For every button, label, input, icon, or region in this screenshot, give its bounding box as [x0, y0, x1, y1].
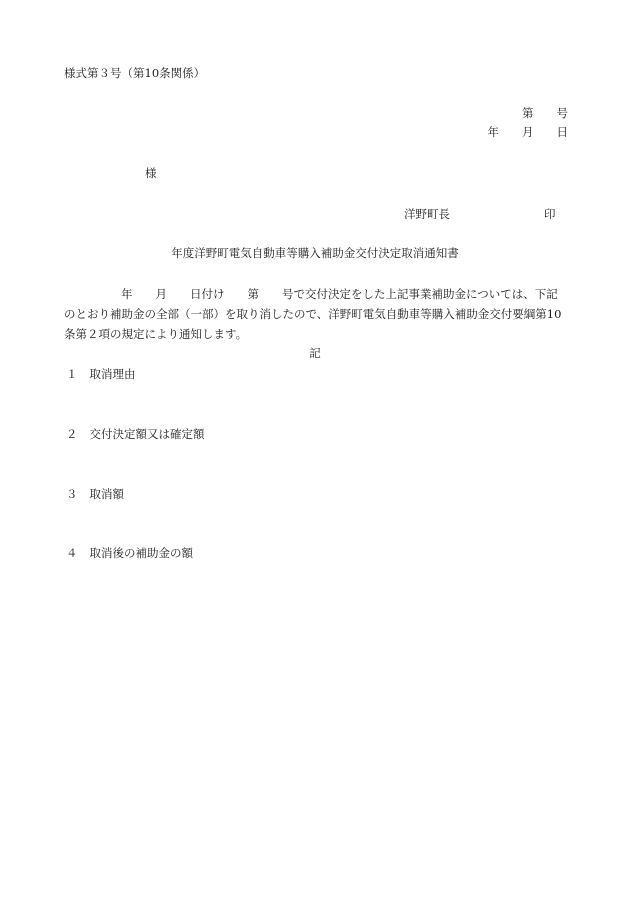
item-number: ４ [66, 546, 78, 560]
form-number: 様式第３号（第10条関係） [64, 66, 206, 80]
item-label: 取消理由 [89, 367, 136, 381]
item-number: ２ [66, 427, 78, 441]
body-year: 年 [121, 287, 133, 301]
item-2 [66, 427, 205, 441]
body-no: 第 [247, 287, 259, 301]
item-label: 交付決定額又は確定額 [89, 427, 205, 441]
document-title: 年度洋野町電気自動車等購入補助金交付決定取消通知書 [171, 246, 459, 260]
item-4 [66, 546, 193, 560]
item-1 [66, 367, 136, 381]
body-line-1-text: 号で交付決定をした上記事業補助金については、下記 [282, 287, 558, 301]
item-number: １ [66, 367, 78, 381]
body-day: 日付け [190, 287, 225, 301]
document-date: 年 月 日 [487, 125, 568, 139]
body-line-2: のとおり補助金の全部（一部）を取り消したので、洋野町電気自動車等購入補助金交付要綱第10 [64, 307, 562, 321]
ki-marker: 記 [309, 346, 321, 360]
issuer-seal: 印 [544, 207, 556, 221]
item-label: 取消額 [89, 487, 124, 501]
body-paragraph [64, 284, 568, 344]
issuer-title: 洋野町長 [404, 207, 450, 221]
document-number: 第 号 [522, 106, 568, 120]
item-3 [66, 487, 124, 501]
body-month: 月 [155, 287, 167, 301]
item-number: ３ [66, 487, 78, 501]
body-line-1 [64, 284, 568, 304]
item-label: 取消後の補助金の額 [89, 546, 193, 560]
addressee-honorific: 様 [145, 166, 157, 180]
body-line-3: 条第２項の規定により通知します。 [64, 327, 248, 341]
